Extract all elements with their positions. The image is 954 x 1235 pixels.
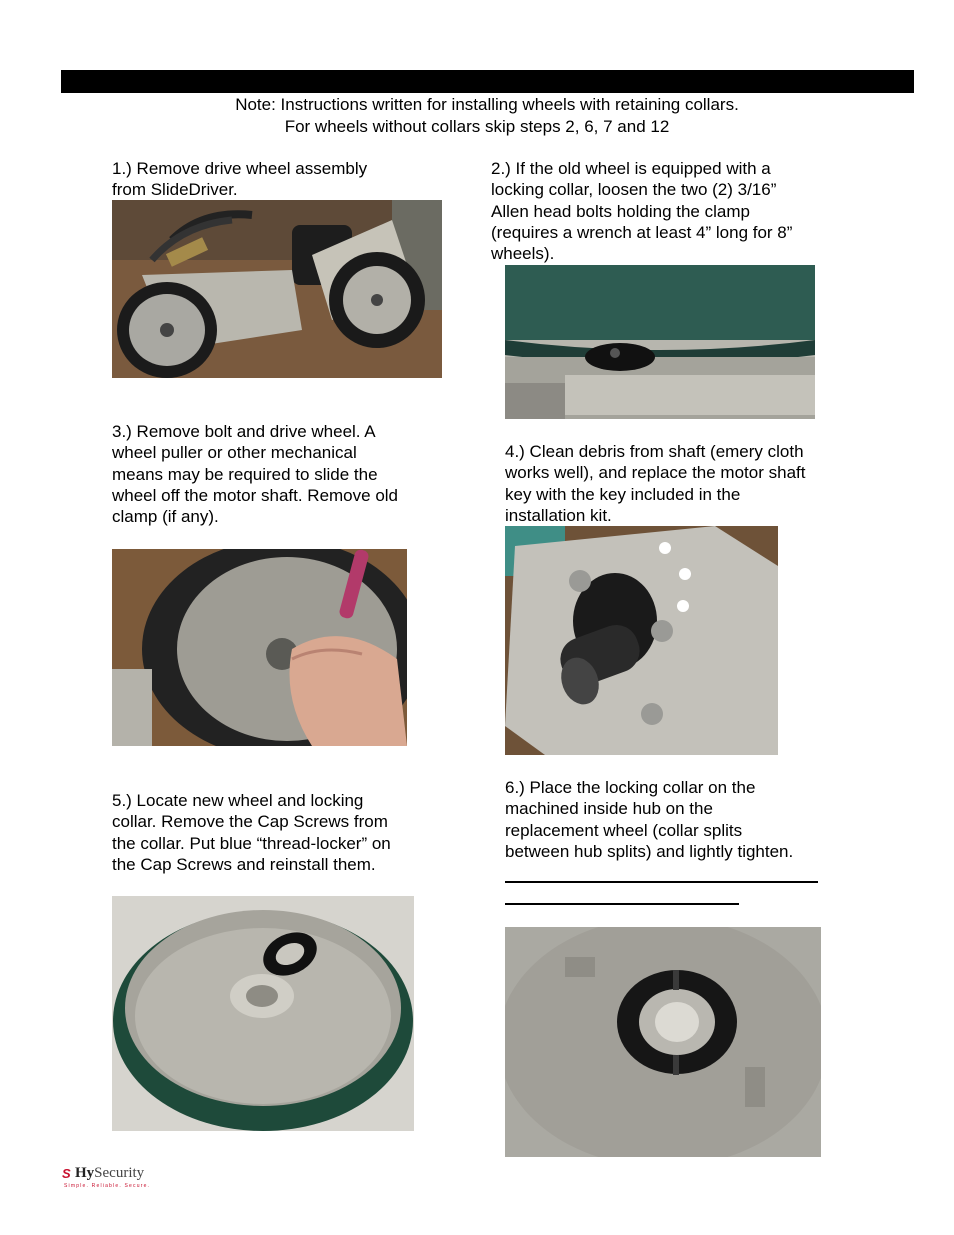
step-3-photo (112, 549, 407, 746)
note-line-1: Note: Instructions written for installing wheels with retaining collars. (235, 95, 739, 114)
step-6-text: 6.) Place the locking collar on the machined inside hub on the replacement wheel (collar splits between hub splits) and lightly tighten. (505, 778, 794, 861)
step-3-text: 3.) Remove bolt and drive wheel. A wheel puller or other mechanical means may be required to slide the wheel off the motor shaft. Remove old clamp (if any). (112, 422, 399, 527)
logo-tagline: Simple. Reliable. Secure. (64, 1183, 151, 1189)
step-5-text: 5.) Locate new wheel and locking collar. Remove the Cap Screws from the collar. Put blue “thread-locker” on the Cap Screws and reinstall them. (112, 791, 391, 874)
logo-mark-icon: S (62, 1166, 70, 1181)
hysecurity-logo (62, 1163, 152, 1193)
step-4-photo (505, 526, 778, 755)
step-5-photo (112, 896, 414, 1131)
step-4-text: 4.) Clean debris from shaft (emery cloth works well), and replace the motor shaft key with the key included in the installation kit. (505, 442, 806, 525)
step-2-text: 2.) If the old wheel is equipped with a locking collar, loosen the two (2) 3/16” Allen head bolts holding the clamp (requires a wrench at least 4” long for 8” wheels). (491, 159, 793, 264)
blank-underline-2 (505, 903, 739, 905)
step-1-photo (112, 200, 442, 378)
step-6-photo (505, 927, 821, 1157)
header-bar (61, 70, 914, 93)
step-2-photo (505, 265, 815, 419)
step-1-text: 1.) Remove drive wheel assembly from SlideDriver. (112, 159, 368, 200)
logo-wordmark: HySecurity (75, 1165, 145, 1181)
blank-underline-1 (505, 881, 818, 883)
note-line-2: For wheels without collars skip steps 2, 6, 7 and 12 (284, 117, 670, 136)
